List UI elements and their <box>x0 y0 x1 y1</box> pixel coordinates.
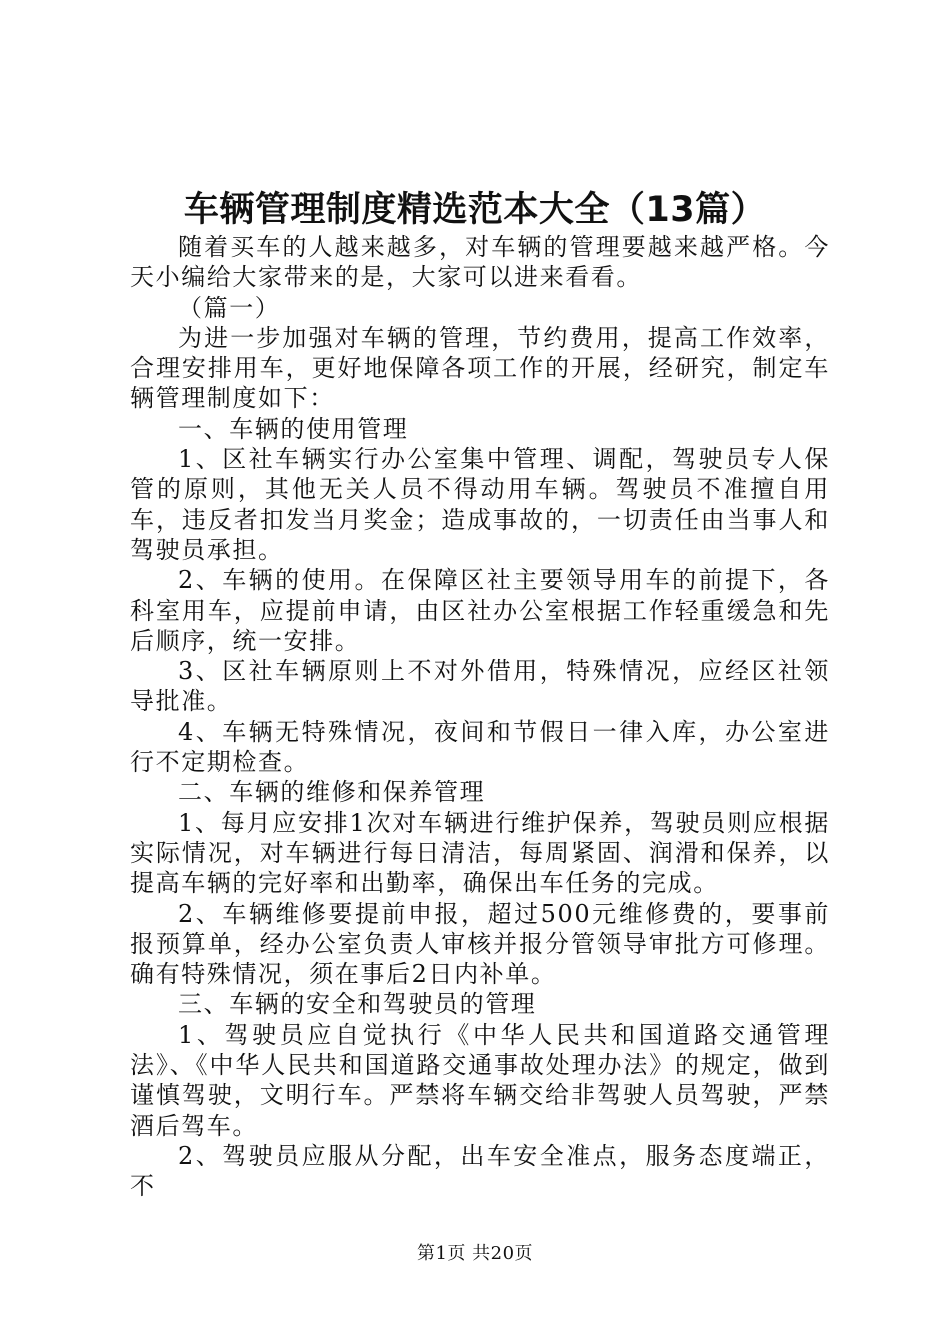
paragraph-intro: 随着买车的人越来越多，对车辆的管理要越来越严格。今天小编给大家带来的是，大家可以进来看看。 <box>130 233 830 292</box>
paragraph-usage-2: 2、车辆的使用。在保障区社主要领导用车的前提下，各科室用车，应提前申请，由区社办公室根据工作轻重缓急和先后顺序，统一安排。 <box>130 566 830 655</box>
paragraph-maintenance-1: 1、每月应安排1次对车辆进行维护保养，驾驶员则应根据实际情况，对车辆进行每日清洁，每周紧固、润滑和保养，以提高车辆的完好率和出勤率，确保出车任务的完成。 <box>130 808 830 898</box>
document-title: 车辆管理制度精选范本大全（13篇） <box>183 190 767 230</box>
paragraph-maintenance-2: 2、车辆维修要提前申报，超过500元维修费的，要事前报预算单，经办公室负责人审核并报分管领导审批方可修理。确有特殊情况，须在事后2日内补单。 <box>130 899 830 989</box>
paragraph-usage-4: 4、车辆无特殊情况，夜间和节假日一律入库，办公室进行不定期检查。 <box>130 717 830 777</box>
section-heading-safety: 三、车辆的安全和驾驶员的管理 <box>178 990 537 1019</box>
paragraph-preamble: 为进一步加强对车辆的管理，节约费用，提高工作效率，合理安排用车，更好地保障各项工作的开展，经研究，制定车辆管理制度如下： <box>130 323 830 413</box>
page-footer: 第1页 共20页 <box>416 1243 534 1264</box>
section-heading-maintenance: 二、车辆的维修和保养管理 <box>178 778 486 807</box>
paragraph-usage-1: 1、区社车辆实行办公室集中管理、调配，驾驶员专人保管的原则，其他无关人员不得动用车辆。驾驶员不准擅自用车，违反者扣发当月奖金；造成事故的，一切责任由当事人和驾驶员承担。 <box>130 445 830 564</box>
paragraph-safety-2: 2、驾驶员应服从分配，出车安全准点，服务态度端正，不 <box>130 1141 830 1201</box>
paragraph-part-label: （篇一） <box>178 293 281 322</box>
paragraph-usage-3: 3、区社车辆原则上不对外借用，特殊情况，应经区社领导批准。 <box>130 657 830 716</box>
paragraph-safety-1: 1、驾驶员应自觉执行《中华人民共和国道路交通管理法》、《中华人民共和国道路交通事故处理办法》的规定，做到谨慎驾驶，文明行车。严禁将车辆交给非驾驶人员驾驶，严禁酒后驾车。 <box>130 1020 830 1140</box>
document-body <box>130 232 830 1202</box>
section-heading-usage: 一、车辆的使用管理 <box>178 414 409 443</box>
